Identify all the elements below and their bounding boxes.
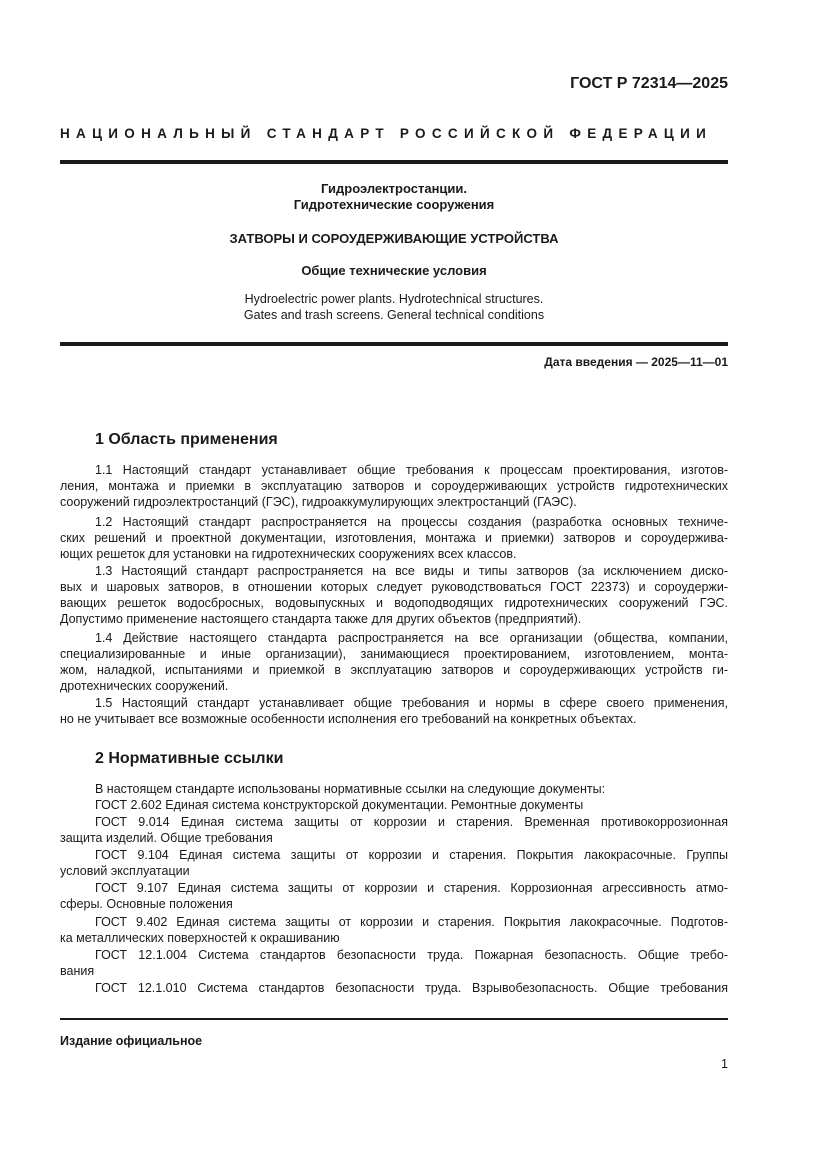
footer-rule (60, 1018, 728, 1020)
text-line: ка металлических поверхностей к окрашиванию (60, 931, 340, 945)
title-en-line-1: Hydroelectric power plants. Hydrotechnical structures. (244, 292, 544, 306)
text-line: защита изделий. Общие требования (60, 831, 273, 845)
top-rule (60, 160, 728, 164)
reference-gost-12-1-004 (60, 947, 728, 979)
text-line: дротехнических сооружений. (60, 679, 229, 693)
document-number: ГОСТ Р 72314—2025 (570, 75, 728, 92)
text-line: вающих решеток водосбросных, водовыпускных и водоподводящих гидротехнических сооружений ГЭС. (60, 596, 728, 610)
text-line: ских решений и проектной документации, изготовления, монтажа и приемки) затворов и сороудержива- (60, 531, 728, 545)
text-line: 1.3 Настоящий стандарт распространяется на все виды и типы затворов (за исключением диско- (95, 564, 728, 578)
text-line: жом, наладкой, испытаниями и приемкой в эксплуатацию затворов и сороудерживающих устройств ги- (60, 663, 728, 677)
paragraph-1-1 (60, 462, 728, 510)
title-line-2: Гидротехнические сооружения (293, 197, 495, 212)
section-1-title: 1 Область применения (95, 431, 278, 448)
reference-gost-9-107 (60, 880, 728, 912)
title-subtitle: Общие технические условия (301, 263, 487, 278)
national-standard-heading: НАЦИОНАЛЬНЫЙ СТАНДАРТ РОССИЙСКОЙ ФЕДЕРАЦИИ (60, 126, 713, 141)
text-line: 1.5 Настоящий стандарт устанавливает общие требования и нормы в сфере своего применения, (95, 696, 728, 710)
text-line: В настоящем стандарте использованы нормативные ссылки на следующие документы: (95, 782, 606, 796)
text-line: ГОСТ 12.1.010 Система стандартов безопасности труда. Взрывобезопасность. Общие требования (95, 981, 728, 995)
reference-gost-9-104 (60, 847, 728, 879)
text-line: ГОСТ 9.104 Единая система защиты от коррозии и старения. Покрытия лакокрасочные. Группы (95, 848, 728, 862)
text-line: ления, монтажа и приемки в эксплуатацию затворов и сороудерживающих устройств гидротехнических (60, 479, 728, 493)
text-line: но не учитывает все возможные особенности исполнения его требований на конкретных объектах. (60, 712, 637, 726)
paragraph-1-5 (60, 695, 728, 727)
text-line: 1.4 Действие настоящего стандарта распространяется на все организации (общества, компании, (95, 631, 728, 645)
reference-gost-12-1-010 (60, 980, 728, 996)
paragraph-1-4 (60, 630, 728, 694)
text-line: условий эксплуатации (60, 864, 190, 878)
text-line: специализированные и иные организации), занимающиеся проектированием, изготовлением, монта- (60, 647, 728, 661)
title-main: ЗАТВОРЫ И СОРОУДЕРЖИВАЮЩИЕ УСТРОЙСТВА (229, 231, 559, 246)
text-line: вых и шаровых затворов, в отношении которых следует руководствоваться ГОСТ 22373) и сороудержи- (60, 580, 728, 594)
title-bottom-rule (60, 342, 728, 346)
text-line: ющих решеток для установки на гидротехнических сооружениях всех классов. (60, 547, 517, 561)
edition-label: Издание официальное (60, 1034, 203, 1048)
text-line: ГОСТ 2.602 Единая система конструкторской документации. Ремонтные документы (95, 798, 584, 812)
text-line: ГОСТ 12.1.004 Система стандартов безопасности труда. Пожарная безопасность. Общие требо- (95, 948, 728, 962)
text-line: сооружений гидроэлектростанций (ГЭС), гидроаккумулирующих электростанций (ГАЭС). (60, 495, 577, 509)
page-number: 1 (721, 1057, 728, 1071)
reference-gost-9-402 (60, 914, 728, 946)
text-line: сферы. Основные положения (60, 897, 233, 911)
text-line: 1.2 Настоящий стандарт распространяется на процессы создания (разработка основных техниче- (95, 515, 728, 529)
section-2-title: 2 Нормативные ссылки (95, 750, 284, 767)
title-en-line-2: Gates and trash screens. General technical conditions (243, 308, 545, 322)
introduction-date: Дата введения — 2025—11—01 (544, 355, 728, 369)
title-line-1: Гидроэлектростанции. (320, 181, 468, 196)
paragraph-1-2 (60, 514, 728, 562)
text-line: вания (60, 964, 95, 978)
text-line: ГОСТ 9.014 Единая система защиты от коррозии и старения. Временная противокоррозионная (95, 815, 728, 829)
text-line: 1.1 Настоящий стандарт устанавливает общие требования к процессам проектирования, изготов- (95, 463, 728, 477)
text-line: ГОСТ 9.107 Единая система защиты от коррозии и старения. Коррозионная агрессивность атмо- (95, 881, 728, 895)
paragraph-1-3 (60, 563, 728, 627)
text-line: Допустимо применение настоящего стандарта также для других объектов (предприятий). (60, 612, 582, 626)
reference-gost-9-014 (60, 814, 728, 846)
references-intro (60, 781, 728, 797)
reference-gost-2-602 (60, 797, 728, 813)
text-line: ГОСТ 9.402 Единая система защиты от коррозии и старения. Покрытия лакокрасочные. Подготов- (95, 915, 728, 929)
